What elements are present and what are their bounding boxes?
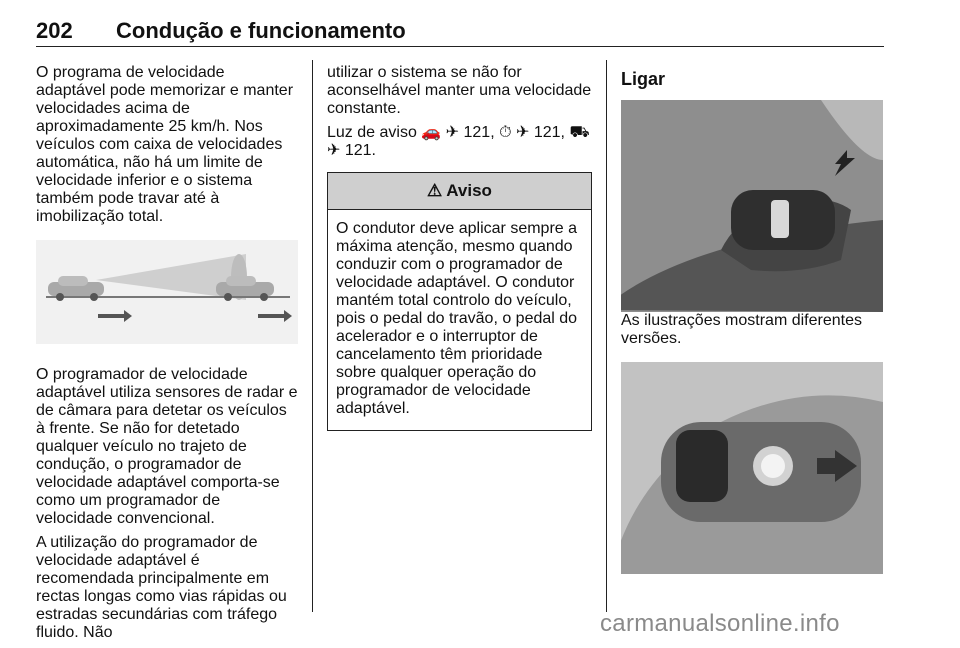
steering-wheel-illustration-2 [621, 362, 883, 574]
column-divider [606, 60, 607, 612]
section-heading: Ligar [621, 69, 666, 89]
warning-title: Aviso [446, 181, 492, 200]
watermark: carmanualsonline.info [600, 610, 840, 637]
paragraph: O programador de velocidade adaptável utiliza sensores de radar e de câmara para detetar os veículos à frente. Se não for detetado qualquer veículo no trajeto de condução, o programador de velocidade adaptável comporta-se como um programador de velocidade convencional. [36, 366, 298, 527]
caption: As ilustrações mostram diferentes versões. [621, 312, 862, 347]
warning-triangle-icon: ⚠ [427, 181, 443, 200]
page-header [36, 14, 884, 47]
column-2 [327, 64, 592, 431]
section-title: Condução e funcionamento [116, 18, 406, 43]
warning-body: O condutor deve aplicar sempre a máxima atenção, mesmo quando conduzir com o programador de velocidade adaptável. O condutor mantém total controlo do veículo, pois o pedal do travão, o pedal do acelerador e o interruptor de cancelamento têm prioridade sobre qualquer operação do programador de velocidade adaptável. [336, 220, 578, 417]
radar-illustration [36, 240, 298, 344]
warning-header [328, 173, 591, 210]
warning-box [327, 172, 592, 431]
paragraph: A utilização do programador de velocidade adaptável é recomendada principalmente em rectas longas como vias rápidas ou estradas secundárias com tráfego fluido. Não [36, 534, 287, 641]
steering-wheel-illustration-1 [621, 100, 883, 312]
column-divider [312, 60, 313, 612]
warning-lights-reference: Luz de aviso 🚗 ✈ 121, ⏱ ✈ 121, ⛟ ✈ 121. [327, 124, 590, 159]
paragraph: utilizar o sistema se não for aconselhável manter uma velocidade constante. [327, 64, 592, 117]
paragraph: O programa de velocidade adaptável pode memorizar e manter velocidades acima de aproximadamente 25 km/h. Nos veículos com caixa de velocidades automática, não há um limite de velocidade inferior e o sistema também pode travar até à imobilização total. [36, 64, 294, 225]
page-number: 202 [36, 18, 73, 43]
column-3 [621, 64, 885, 574]
column-1 [36, 64, 298, 648]
